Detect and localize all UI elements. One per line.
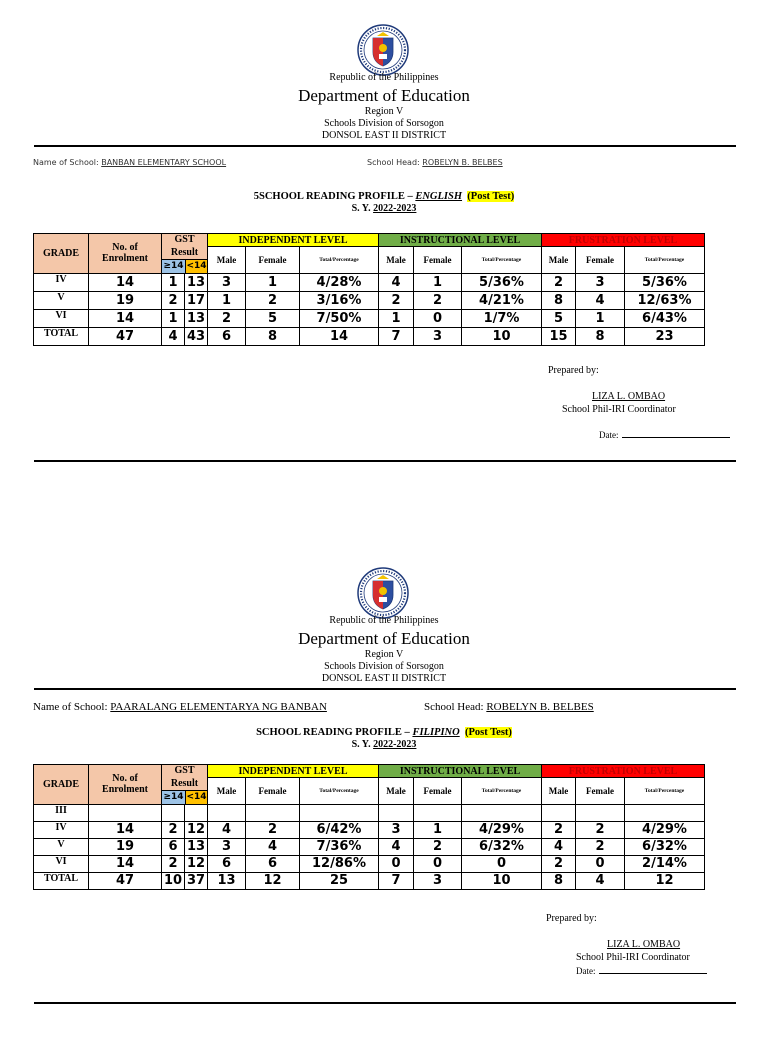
value-cell: 13 bbox=[185, 838, 208, 855]
value-cell: 4 bbox=[246, 838, 300, 855]
report-title bbox=[0, 728, 768, 739]
header-divider bbox=[34, 688, 736, 690]
col-enrolment bbox=[89, 234, 162, 274]
value-cell: 4/29% bbox=[462, 821, 542, 838]
school-head-field bbox=[367, 159, 503, 167]
grade-cell: VI bbox=[34, 855, 89, 872]
date-label: Date: bbox=[599, 430, 619, 440]
value-cell: 1 bbox=[162, 273, 185, 291]
value-cell: 3/16% bbox=[300, 291, 379, 309]
post-test-badge: (Post Test) bbox=[464, 727, 512, 738]
value-cell: 1 bbox=[162, 309, 185, 327]
col-enrolment-line1: No. of bbox=[112, 242, 138, 254]
grade-cell: V bbox=[34, 291, 89, 309]
school-head-label: School Head: bbox=[367, 158, 420, 167]
value-cell: 10 bbox=[162, 872, 185, 889]
date-field bbox=[599, 430, 730, 440]
value-cell: 47 bbox=[89, 872, 162, 889]
value-cell: 4/29% bbox=[625, 821, 705, 838]
table-row bbox=[34, 804, 705, 821]
school-name-field bbox=[33, 159, 226, 167]
value-cell: 12 bbox=[625, 872, 705, 889]
value-cell: 2 bbox=[246, 291, 300, 309]
col-grade: GRADE bbox=[34, 234, 89, 274]
value-cell: 15 bbox=[542, 327, 576, 345]
value-cell: 4 bbox=[576, 291, 625, 309]
date-label: Date: bbox=[576, 966, 596, 976]
school-head-value: ROBELYN B. BELBES bbox=[486, 701, 594, 713]
value-cell: 7/50% bbox=[300, 309, 379, 327]
col-ind-total: Total/Percentage bbox=[300, 247, 379, 274]
col-ind-total: Total/Percentage bbox=[300, 778, 379, 805]
value-cell: 5/36% bbox=[625, 273, 705, 291]
value-cell: 12 bbox=[185, 821, 208, 838]
value-cell: 6 bbox=[162, 838, 185, 855]
section-divider bbox=[34, 460, 736, 462]
coordinator-role: School Phil-IRI Coordinator bbox=[562, 404, 676, 415]
value-cell: 12/86% bbox=[300, 855, 379, 872]
value-cell: 13 bbox=[208, 872, 246, 889]
republic-line: Republic of the Philippines bbox=[329, 72, 439, 83]
col-frustration: FRUSTRATION LEVEL bbox=[542, 234, 705, 247]
value-cell: 10 bbox=[462, 327, 542, 345]
value-cell: 6 bbox=[208, 327, 246, 345]
value-cell: 5 bbox=[246, 309, 300, 327]
col-gst bbox=[162, 234, 208, 247]
report-title-prefix: SCHOOL READING PROFILE – bbox=[256, 727, 410, 738]
english-section bbox=[0, 0, 768, 500]
value-cell: 8 bbox=[542, 872, 576, 889]
district-line: DONSOL EAST II DISTRICT bbox=[321, 673, 447, 684]
coordinator-role: School Phil-IRI Coordinator bbox=[576, 952, 690, 963]
value-cell: 4 bbox=[379, 273, 414, 291]
value-cell: 2 bbox=[542, 273, 576, 291]
col-ind-female: Female bbox=[246, 247, 300, 274]
value-cell: 6/32% bbox=[462, 838, 542, 855]
value-cell: 12 bbox=[246, 872, 300, 889]
header-divider bbox=[34, 145, 736, 147]
republic-line: Republic of the Philippines bbox=[329, 615, 439, 626]
value-cell: 13 bbox=[185, 273, 208, 291]
value-cell bbox=[89, 804, 162, 821]
value-cell: 2 bbox=[542, 855, 576, 872]
value-cell: 6/43% bbox=[625, 309, 705, 327]
report-subject: FILIPINO bbox=[412, 727, 460, 738]
col-gst-sub bbox=[162, 778, 208, 805]
school-year bbox=[0, 740, 768, 750]
col-grade: GRADE bbox=[34, 765, 89, 805]
coordinator-name: LIZA L. OMBAO bbox=[607, 939, 681, 950]
value-cell: 47 bbox=[89, 327, 162, 345]
filipino-section bbox=[0, 543, 768, 1043]
table-row bbox=[34, 855, 705, 872]
col-gst-high: ≥14 bbox=[162, 260, 186, 273]
division-line: Schools Division of Sorsogon bbox=[324, 661, 444, 672]
school-head-value: ROBELYN B. BELBES bbox=[422, 158, 503, 167]
col-ins-total: Total/Percentage bbox=[462, 247, 542, 274]
school-year bbox=[0, 204, 768, 214]
value-cell: 6 bbox=[208, 855, 246, 872]
value-cell: 2 bbox=[379, 291, 414, 309]
value-cell: 8 bbox=[576, 327, 625, 345]
deped-seal-icon bbox=[357, 567, 409, 619]
value-cell: 4/28% bbox=[300, 273, 379, 291]
value-cell: 1 bbox=[208, 291, 246, 309]
value-cell: 3 bbox=[208, 273, 246, 291]
value-cell: 0 bbox=[576, 855, 625, 872]
value-cell: 3 bbox=[576, 273, 625, 291]
table-row bbox=[34, 273, 705, 291]
school-year-label: S. Y. bbox=[351, 739, 371, 750]
value-cell: 2 bbox=[414, 291, 462, 309]
value-cell: 1 bbox=[414, 273, 462, 291]
school-name-value: PAARALANG ELEMENTARYA NG BANBAN bbox=[110, 701, 327, 713]
report-subject: ENGLISH bbox=[415, 191, 463, 202]
school-year-value: 2022-2023 bbox=[373, 203, 417, 214]
col-gst-sub bbox=[162, 247, 208, 274]
col-ind-female: Female bbox=[246, 778, 300, 805]
grade-cell: TOTAL bbox=[34, 872, 89, 889]
col-independent: INDEPENDENT LEVEL bbox=[208, 765, 379, 778]
table-total-row bbox=[34, 872, 705, 889]
table-row bbox=[34, 291, 705, 309]
value-cell: 14 bbox=[89, 273, 162, 291]
date-field bbox=[576, 966, 707, 976]
col-gst-line1: GST bbox=[174, 234, 195, 245]
col-gst-low: <14 bbox=[186, 260, 207, 271]
col-frustration: FRUSTRATION LEVEL bbox=[542, 765, 705, 778]
value-cell: 1 bbox=[246, 273, 300, 291]
col-ind-male: Male bbox=[208, 778, 246, 805]
value-cell: 0 bbox=[414, 855, 462, 872]
value-cell bbox=[208, 804, 246, 821]
col-fru-male: Male bbox=[542, 247, 576, 274]
school-head-label: School Head: bbox=[424, 701, 484, 713]
value-cell: 13 bbox=[185, 309, 208, 327]
value-cell bbox=[576, 804, 625, 821]
value-cell: 2 bbox=[542, 821, 576, 838]
grade-cell: IV bbox=[34, 821, 89, 838]
value-cell: 7 bbox=[379, 872, 414, 889]
col-gst-high: ≥14 bbox=[162, 791, 186, 804]
value-cell: 19 bbox=[89, 291, 162, 309]
value-cell: 1 bbox=[576, 309, 625, 327]
value-cell: 1 bbox=[414, 821, 462, 838]
value-cell: 1 bbox=[379, 309, 414, 327]
col-fru-female: Female bbox=[576, 247, 625, 274]
value-cell: 3 bbox=[414, 327, 462, 345]
value-cell: 14 bbox=[89, 821, 162, 838]
region-line: Region V bbox=[364, 649, 404, 660]
value-cell: 4 bbox=[542, 838, 576, 855]
value-cell: 8 bbox=[542, 291, 576, 309]
value-cell bbox=[414, 804, 462, 821]
value-cell: 19 bbox=[89, 838, 162, 855]
value-cell: 14 bbox=[89, 309, 162, 327]
reading-profile-table bbox=[33, 764, 705, 890]
col-enrolment-line2: Enrolment bbox=[102, 784, 148, 796]
value-cell bbox=[185, 804, 208, 821]
value-cell: 12/63% bbox=[625, 291, 705, 309]
value-cell: 6/42% bbox=[300, 821, 379, 838]
school-head-field bbox=[424, 702, 594, 713]
value-cell: 10 bbox=[462, 872, 542, 889]
value-cell: 14 bbox=[89, 855, 162, 872]
value-cell: 2 bbox=[576, 838, 625, 855]
col-fru-male: Male bbox=[542, 778, 576, 805]
col-ind-male: Male bbox=[208, 247, 246, 274]
school-name-value: BANBAN ELEMENTARY SCHOOL bbox=[101, 158, 227, 167]
value-cell bbox=[462, 804, 542, 821]
value-cell: 25 bbox=[300, 872, 379, 889]
value-cell: 17 bbox=[185, 291, 208, 309]
value-cell bbox=[300, 804, 379, 821]
col-ins-female: Female bbox=[414, 778, 462, 805]
table-total-row bbox=[34, 327, 705, 345]
value-cell: 2 bbox=[162, 291, 185, 309]
col-fru-total: Total/Percentage bbox=[625, 778, 705, 805]
col-ins-total: Total/Percentage bbox=[462, 778, 542, 805]
grade-cell: TOTAL bbox=[34, 327, 89, 345]
value-cell bbox=[246, 804, 300, 821]
grade-cell: V bbox=[34, 838, 89, 855]
division-line: Schools Division of Sorsogon bbox=[324, 118, 444, 129]
value-cell: 0 bbox=[414, 309, 462, 327]
value-cell: 8 bbox=[246, 327, 300, 345]
value-cell: 14 bbox=[300, 327, 379, 345]
col-fru-total: Total/Percentage bbox=[625, 247, 705, 274]
value-cell: 5 bbox=[542, 309, 576, 327]
value-cell: 23 bbox=[625, 327, 705, 345]
value-cell: 3 bbox=[414, 872, 462, 889]
value-cell: 5/36% bbox=[462, 273, 542, 291]
date-line[interactable] bbox=[622, 430, 730, 438]
value-cell: 4 bbox=[162, 327, 185, 345]
value-cell: 1/7% bbox=[462, 309, 542, 327]
value-cell: 43 bbox=[185, 327, 208, 345]
value-cell: 4/21% bbox=[462, 291, 542, 309]
prepared-by-label: Prepared by: bbox=[548, 365, 599, 376]
value-cell: 2/14% bbox=[625, 855, 705, 872]
department-title: Department of Education bbox=[298, 629, 470, 648]
section-divider bbox=[34, 1002, 736, 1004]
post-test-badge: (Post Test) bbox=[467, 191, 515, 202]
deped-seal-icon bbox=[357, 24, 409, 76]
value-cell: 4 bbox=[208, 821, 246, 838]
value-cell: 4 bbox=[576, 872, 625, 889]
value-cell: 0 bbox=[462, 855, 542, 872]
value-cell: 2 bbox=[576, 821, 625, 838]
value-cell: 2 bbox=[162, 855, 185, 872]
region-line: Region V bbox=[364, 106, 404, 117]
col-enrolment bbox=[89, 765, 162, 805]
table-row bbox=[34, 838, 705, 855]
col-gst-low: <14 bbox=[186, 791, 207, 802]
value-cell: 7 bbox=[379, 327, 414, 345]
col-enrolment-line1: No. of bbox=[112, 773, 138, 785]
department-title: Department of Education bbox=[298, 86, 470, 105]
value-cell: 37 bbox=[185, 872, 208, 889]
value-cell: 2 bbox=[208, 309, 246, 327]
value-cell bbox=[379, 804, 414, 821]
value-cell: 2 bbox=[162, 821, 185, 838]
school-name-label: Name of School: bbox=[33, 158, 99, 167]
col-fru-female: Female bbox=[576, 778, 625, 805]
col-ins-female: Female bbox=[414, 247, 462, 274]
col-enrolment-line2: Enrolment bbox=[102, 253, 148, 265]
col-instructional: INSTRUCTIONAL LEVEL bbox=[379, 765, 542, 778]
value-cell: 4 bbox=[379, 838, 414, 855]
value-cell: 7/36% bbox=[300, 838, 379, 855]
coordinator-name: LIZA L. OMBAO bbox=[592, 391, 666, 402]
table-row bbox=[34, 309, 705, 327]
value-cell: 6/32% bbox=[625, 838, 705, 855]
school-year-value: 2022-2023 bbox=[373, 739, 417, 750]
grade-cell: VI bbox=[34, 309, 89, 327]
value-cell bbox=[162, 804, 185, 821]
school-name-label: Name of School: bbox=[33, 701, 108, 713]
prepared-by-label: Prepared by: bbox=[546, 913, 597, 924]
value-cell: 2 bbox=[246, 821, 300, 838]
school-name-field bbox=[33, 702, 327, 713]
col-ins-male: Male bbox=[379, 247, 414, 274]
school-year-label: S. Y. bbox=[351, 203, 371, 214]
table-row bbox=[34, 821, 705, 838]
col-instructional: INSTRUCTIONAL LEVEL bbox=[379, 234, 542, 247]
value-cell bbox=[625, 804, 705, 821]
grade-cell: IV bbox=[34, 273, 89, 291]
value-cell: 6 bbox=[246, 855, 300, 872]
value-cell: 2 bbox=[414, 838, 462, 855]
report-title bbox=[0, 192, 768, 203]
col-gst-line2: Result bbox=[162, 247, 207, 259]
district-line: DONSOL EAST II DISTRICT bbox=[321, 130, 447, 141]
value-cell: 3 bbox=[208, 838, 246, 855]
reading-profile-table bbox=[33, 233, 705, 346]
col-gst-line1: GST bbox=[174, 765, 195, 776]
value-cell: 3 bbox=[379, 821, 414, 838]
value-cell: 0 bbox=[379, 855, 414, 872]
report-title-prefix: 5SCHOOL READING PROFILE – bbox=[253, 191, 413, 202]
col-gst bbox=[162, 765, 208, 778]
value-cell bbox=[542, 804, 576, 821]
col-ins-male: Male bbox=[379, 778, 414, 805]
col-independent: INDEPENDENT LEVEL bbox=[208, 234, 379, 247]
col-gst-line2: Result bbox=[162, 778, 207, 790]
grade-cell: III bbox=[34, 804, 89, 821]
date-line[interactable] bbox=[599, 966, 707, 974]
value-cell: 12 bbox=[185, 855, 208, 872]
